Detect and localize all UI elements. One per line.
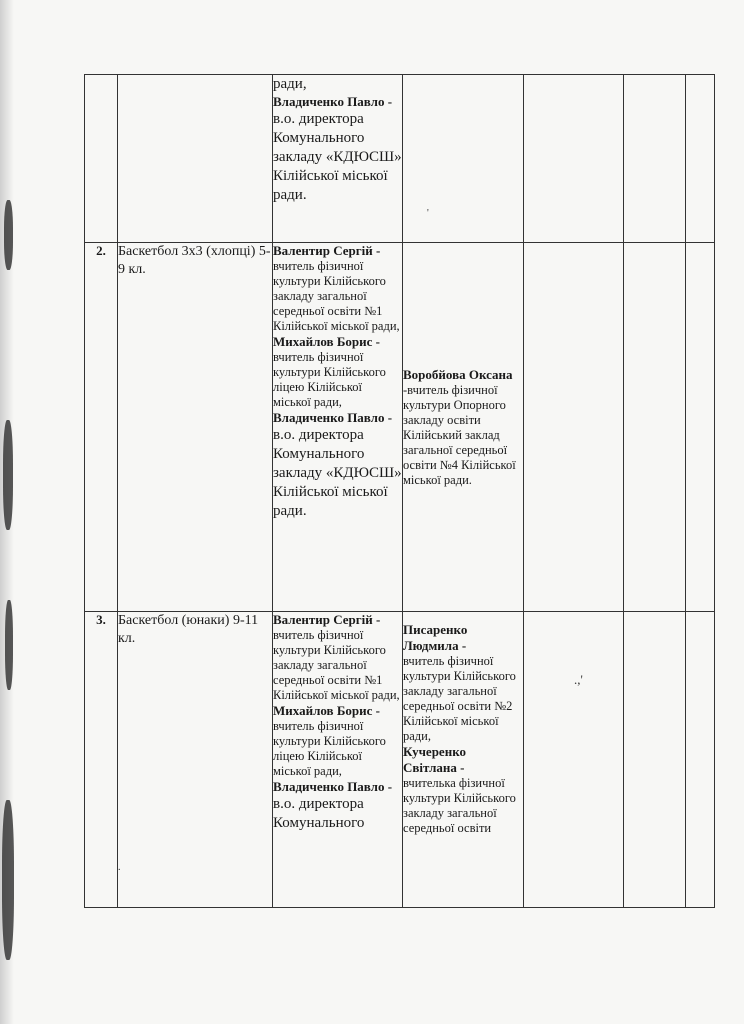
- table-row: [85, 612, 715, 908]
- empty-cell: [686, 612, 715, 908]
- person-position: в.о. директора Комунального закладу «КДЮСШ» Кілійської міської ради.: [273, 111, 402, 203]
- person-position: в.о. директора Комунального: [273, 796, 365, 831]
- person-name: Владиченко Павло -: [273, 94, 393, 109]
- row-number: 2.: [85, 243, 118, 612]
- empty-cell: [524, 75, 624, 243]
- empty-cell: [686, 243, 715, 612]
- judges-cell: [273, 243, 403, 612]
- person-position: ради,: [273, 76, 307, 92]
- secretary-cell: [403, 612, 524, 908]
- person-position: в.о. директора Комунального закладу «КДЮСШ» Кілійської міської ради.: [273, 427, 402, 519]
- person-name: Кучеренко Світлана -: [403, 744, 467, 775]
- person-name: Владиченко Павло -: [273, 410, 393, 425]
- person-position: вчитель фізичної культури Кілійського закладу загальної середньої освіти №1 Кілійської міської ради,: [273, 259, 400, 333]
- scan-smudge-2: [3, 420, 13, 530]
- empty-cell: [624, 612, 686, 908]
- table-row: [85, 75, 715, 243]
- judges-cell: [273, 612, 403, 908]
- scan-speck: .,': [574, 672, 583, 687]
- person-position: вчитель фізичної культури Кілійського ліцею Кілійської міської ради,: [273, 350, 386, 409]
- person-name: Воробйова Оксана: [403, 366, 513, 382]
- person-position: вчитель фізичної культури Кілійського ліцею Кілійської міської ради,: [273, 719, 386, 778]
- person-name: Валентир Сергій -: [273, 243, 381, 258]
- scan-smudge-3: [5, 600, 13, 690]
- sport-name: Баскетбол (юнаки) 9-11 кл.: [118, 612, 273, 908]
- sport-name: Баскетбол 3х3 (хлопці) 5-9 кл.: [118, 243, 273, 612]
- row-number: [85, 75, 118, 243]
- person-name: Михайлов Борис -: [273, 703, 380, 718]
- scan-smudge-1: [4, 200, 13, 270]
- sport-name: [118, 75, 273, 243]
- empty-cell: [524, 612, 624, 908]
- empty-cell: [524, 243, 624, 612]
- person-name: Валентир Сергій -: [273, 612, 381, 627]
- person-name: Писаренко Людмила -: [403, 622, 468, 653]
- person-position: вчителька фізичної культури Кілійського закладу загальної середньої освіти: [403, 776, 516, 835]
- empty-cell: [624, 243, 686, 612]
- table-row: [85, 243, 715, 612]
- scan-speck: .: [118, 862, 121, 873]
- person-name: Владиченко Павло -: [273, 779, 393, 794]
- person-position: -вчитель фізичної культури Опорного закладу освіти Кілійський заклад загальної середньої освіти №4 Кілійської міської ради.: [403, 382, 516, 487]
- person-position: вчитель фізичної культури Кілійського закладу загальної середньої освіти №1 Кілійської міської ради,: [273, 628, 400, 702]
- judges-cell: [273, 75, 403, 243]
- empty-cell: [686, 75, 715, 243]
- scan-smudge-4: [2, 800, 14, 960]
- row-number: 3.: [85, 612, 118, 908]
- person-name: Михайлов Борис -: [273, 334, 380, 349]
- schedule-table: [84, 74, 715, 908]
- scan-speck: ': [427, 208, 429, 219]
- empty-cell: [624, 75, 686, 243]
- person-position: вчитель фізичної культури Кілійського закладу загальної середньої освіти №2 Кілійської міської ради,: [403, 654, 516, 743]
- secretary-cell: [403, 75, 524, 243]
- secretary-cell: [403, 243, 524, 612]
